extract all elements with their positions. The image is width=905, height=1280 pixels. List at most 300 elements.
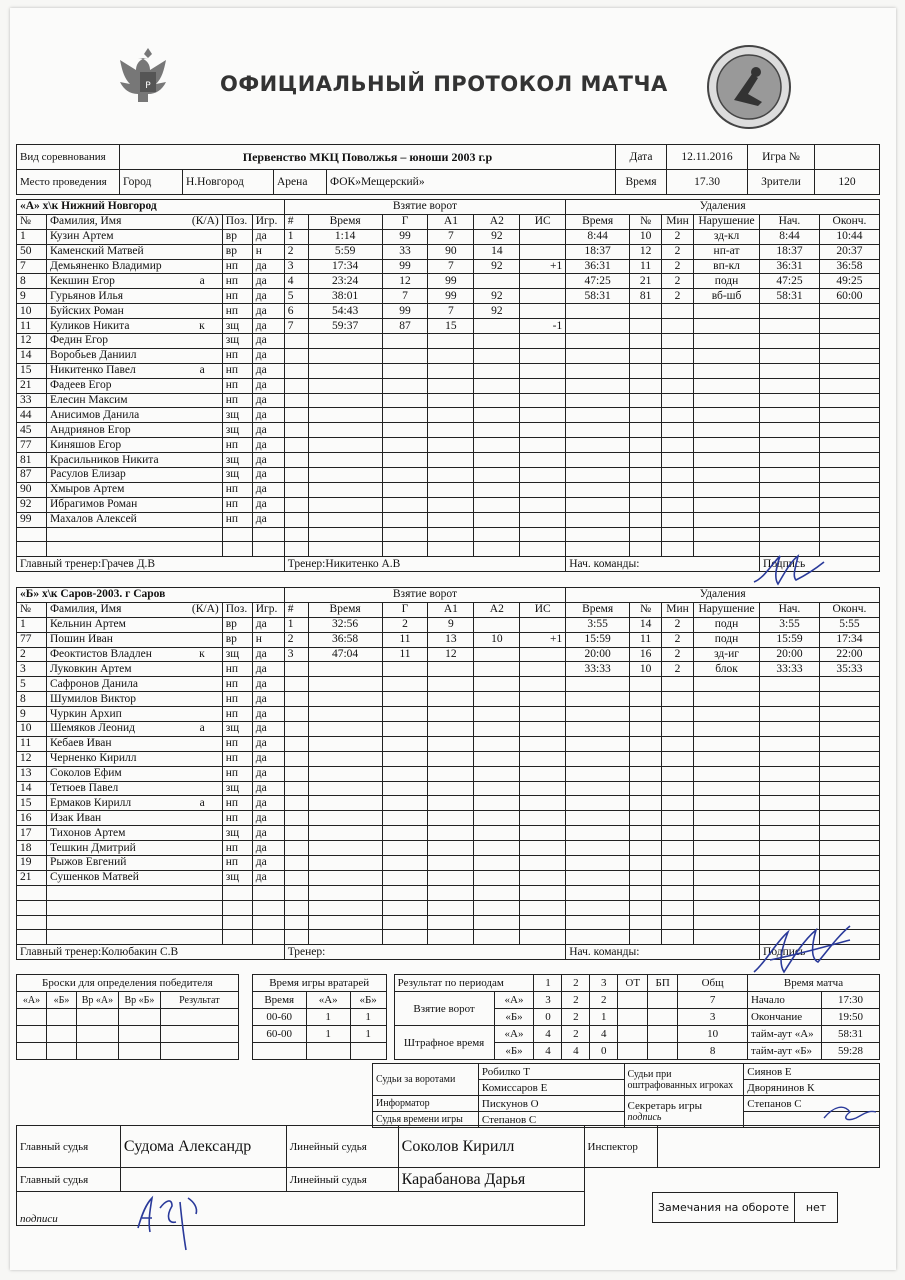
pen-start: 15:59 <box>760 632 820 647</box>
pen-end <box>819 900 879 915</box>
pen-time <box>566 542 630 557</box>
pen-min <box>662 542 694 557</box>
col-pen-no: № <box>630 602 662 617</box>
pen-min <box>662 811 694 826</box>
goal-time: 59:37 <box>308 319 382 334</box>
player-pos: нп <box>222 856 252 871</box>
pen-start <box>760 722 820 737</box>
pen-violation <box>694 900 760 915</box>
goal-time <box>308 856 382 871</box>
pen-violation <box>694 692 760 707</box>
pen-time <box>566 841 630 856</box>
pen-end: 60:00 <box>819 289 879 304</box>
pen-min <box>662 527 694 542</box>
goals-b-ot <box>618 1009 648 1026</box>
goal-time <box>308 811 382 826</box>
pen-end <box>819 722 879 737</box>
player-name: Красильников Никита <box>46 453 222 468</box>
team-a-row <box>17 304 880 319</box>
pen-player <box>630 319 662 334</box>
col-pen-time: Время <box>566 602 630 617</box>
pen-end <box>819 736 879 751</box>
player-played: да <box>252 512 284 527</box>
pen-violation: зд-иг <box>694 647 760 662</box>
player-name: Тетюев Павел <box>46 781 222 796</box>
pen-time <box>566 319 630 334</box>
linesman-1-label: Линейный судья <box>286 1126 398 1168</box>
goal-a2 <box>474 826 520 841</box>
pen-start <box>760 453 820 468</box>
goal-a2 <box>474 841 520 856</box>
goal-scorer: 7 <box>382 289 428 304</box>
goal-time <box>308 885 382 900</box>
team-b-coach: Тренер: <box>284 945 566 960</box>
goal-a2 <box>474 423 520 438</box>
pen-end <box>819 856 879 871</box>
goal-a2 <box>474 512 520 527</box>
player-name: Соколов Ефим <box>46 766 222 781</box>
col-played: Игр. <box>252 602 284 617</box>
player-pos: нп <box>222 348 252 363</box>
goal-time: 32:56 <box>308 617 382 632</box>
player-no: 11 <box>17 319 47 334</box>
goal-scorer <box>382 856 428 871</box>
goal-a1 <box>428 751 474 766</box>
goal-time <box>308 348 382 363</box>
col-played: Игр. <box>252 214 284 229</box>
start-value: 17:30 <box>821 992 879 1009</box>
team-b-row <box>17 796 880 811</box>
col-pen-end: Оконч. <box>819 214 879 229</box>
goal-time <box>308 453 382 468</box>
team-a-row <box>17 468 880 483</box>
goal-time: 38:01 <box>308 289 382 304</box>
goal-scorer <box>382 453 428 468</box>
goal-strength <box>520 393 566 408</box>
pen-violation <box>694 527 760 542</box>
goal-strength <box>520 423 566 438</box>
pen-violation <box>694 319 760 334</box>
player-played: да <box>252 662 284 677</box>
goal-a1 <box>428 885 474 900</box>
pen-time <box>566 692 630 707</box>
pen-end <box>819 378 879 393</box>
goal-a2 <box>474 870 520 885</box>
pim-a-bp <box>648 1026 678 1043</box>
player-played: да <box>252 259 284 274</box>
goal-a2 <box>474 677 520 692</box>
remarks-label: Замечания на обороте <box>653 1193 795 1223</box>
team-a-row <box>17 423 880 438</box>
goal-no <box>284 722 308 737</box>
gk-col-a: «А» <box>306 992 350 1009</box>
player-played: да <box>252 334 284 349</box>
pen-violation: подн <box>694 617 760 632</box>
timeout-b-value: 59:28 <box>821 1043 879 1060</box>
player-played: н <box>252 632 284 647</box>
goal-a1 <box>428 826 474 841</box>
goal-no <box>284 363 308 378</box>
goal-a1 <box>428 662 474 677</box>
player-pos <box>222 915 252 930</box>
team-b-table <box>16 587 880 960</box>
goal-time: 17:34 <box>308 259 382 274</box>
player-name: Расулов Елизар <box>46 468 222 483</box>
pen-end <box>819 781 879 796</box>
col-pen-no: № <box>630 214 662 229</box>
team-a-row <box>17 482 880 497</box>
player-no: 21 <box>17 378 47 393</box>
goal-scorer <box>382 482 428 497</box>
gk-col-time: Время <box>252 992 306 1009</box>
team-b-row <box>17 781 880 796</box>
player-name <box>46 915 222 930</box>
pen-end <box>819 692 879 707</box>
time-value: 17.30 <box>667 170 748 195</box>
player-no: 17 <box>17 826 47 841</box>
goal-judge-1: Робилко Т <box>478 1064 624 1080</box>
player-no: 1 <box>17 617 47 632</box>
player-played: да <box>252 647 284 662</box>
team-b-row <box>17 677 880 692</box>
pen-violation: вб-шб <box>694 289 760 304</box>
remarks-value: нет <box>795 1193 838 1223</box>
pen-violation <box>694 378 760 393</box>
pen-start: 3:55 <box>760 617 820 632</box>
goal-judge-2: Комиссаров Е <box>478 1080 624 1096</box>
pen-time: 33:33 <box>566 662 630 677</box>
player-no: 92 <box>17 497 47 512</box>
player-played <box>252 542 284 557</box>
gk-row-2-a: 1 <box>306 1026 350 1043</box>
player-no: 5 <box>17 677 47 692</box>
player-pos: нп <box>222 497 252 512</box>
pen-violation <box>694 796 760 811</box>
goal-strength <box>520 885 566 900</box>
signature-referee <box>128 1188 212 1254</box>
player-played: да <box>252 841 284 856</box>
player-no: 77 <box>17 438 47 453</box>
pen-start <box>760 766 820 781</box>
remarks-table <box>652 1192 838 1223</box>
pen-end <box>819 512 879 527</box>
goal-a2 <box>474 274 520 289</box>
pen-min: 2 <box>662 259 694 274</box>
goal-scorer <box>382 900 428 915</box>
pen-start <box>760 751 820 766</box>
pen-start <box>760 408 820 423</box>
goal-time <box>308 736 382 751</box>
player-pos: нп <box>222 393 252 408</box>
player-no: 19 <box>17 856 47 871</box>
goal-time <box>308 378 382 393</box>
goal-no <box>284 662 308 677</box>
player-pos: зщ <box>222 826 252 841</box>
pen-min <box>662 915 694 930</box>
team-a-row <box>17 348 880 363</box>
end-label: Окончание <box>747 1009 821 1026</box>
player-name: Федин Егор <box>46 334 222 349</box>
pim-b-ot <box>618 1043 648 1060</box>
time-label: Время <box>616 170 667 195</box>
player-no: 81 <box>17 453 47 468</box>
pen-violation <box>694 781 760 796</box>
goal-a2 <box>474 378 520 393</box>
goal-scorer <box>382 393 428 408</box>
team-a-row <box>17 512 880 527</box>
goal-time <box>308 841 382 856</box>
goal-a2 <box>474 781 520 796</box>
pen-player <box>630 468 662 483</box>
team-a-row <box>17 363 880 378</box>
goal-a1 <box>428 900 474 915</box>
pen-time: 15:59 <box>566 632 630 647</box>
signature-secretary <box>820 1100 880 1126</box>
player-no: 12 <box>17 334 47 349</box>
goal-scorer <box>382 885 428 900</box>
pen-violation: подн <box>694 632 760 647</box>
goal-scorer: 99 <box>382 229 428 244</box>
player-played: да <box>252 229 284 244</box>
secretary-value: Степанов С <box>744 1096 880 1112</box>
player-no: 15 <box>17 796 47 811</box>
player-pos: вр <box>222 244 252 259</box>
pen-min <box>662 900 694 915</box>
goals-team-b: «Б» <box>494 1009 534 1026</box>
player-pos: нп <box>222 482 252 497</box>
player-pos: зщ <box>222 408 252 423</box>
goal-time <box>308 393 382 408</box>
col-no: № <box>17 214 47 229</box>
goals-team-a: «А» <box>494 992 534 1009</box>
goal-strength <box>520 244 566 259</box>
pen-min <box>662 363 694 378</box>
col-goal-time: Время <box>308 214 382 229</box>
pen-min: 2 <box>662 662 694 677</box>
player-pos: нп <box>222 662 252 677</box>
player-name: Куликов Никита к <box>46 319 222 334</box>
goal-scorer <box>382 722 428 737</box>
goal-no: 3 <box>284 647 308 662</box>
pen-min <box>662 482 694 497</box>
goal-scorer <box>382 930 428 945</box>
goal-time <box>308 930 382 945</box>
player-played: да <box>252 453 284 468</box>
team-b-row <box>17 826 880 841</box>
pen-start <box>760 334 820 349</box>
goal-a1 <box>428 766 474 781</box>
player-no: 14 <box>17 348 47 363</box>
pen-start <box>760 856 820 871</box>
player-name: Ибрагимов Роман <box>46 497 222 512</box>
start-label: Начало <box>747 992 821 1009</box>
pen-min: 2 <box>662 647 694 662</box>
pen-start <box>760 677 820 692</box>
pen-player <box>630 826 662 841</box>
player-pos <box>222 930 252 945</box>
pen-player <box>630 736 662 751</box>
pen-start <box>760 348 820 363</box>
pen-violation <box>694 751 760 766</box>
pen-player <box>630 482 662 497</box>
team-a-row <box>17 393 880 408</box>
pen-player: 16 <box>630 647 662 662</box>
goal-time <box>308 722 382 737</box>
goal-no <box>284 811 308 826</box>
goal-strength <box>520 512 566 527</box>
pen-start <box>760 304 820 319</box>
player-played <box>252 527 284 542</box>
pen-player: 11 <box>630 632 662 647</box>
pen-violation: блок <box>694 662 760 677</box>
goal-a1 <box>428 393 474 408</box>
player-name: Кельнин Артем <box>46 617 222 632</box>
informer-value: Пискунов О <box>478 1096 624 1112</box>
goal-strength <box>520 482 566 497</box>
goal-a2 <box>474 885 520 900</box>
player-played: да <box>252 870 284 885</box>
team-a-coach: Тренер:Никитенко А.В <box>284 557 565 572</box>
pen-player <box>630 348 662 363</box>
pen-start <box>760 393 820 408</box>
goal-strength <box>520 811 566 826</box>
spectators-value: 120 <box>815 170 880 195</box>
player-no: 1 <box>17 229 47 244</box>
goal-no: 3 <box>284 259 308 274</box>
pen-time: 3:55 <box>566 617 630 632</box>
col-name: Фамилия, Имя (К/А) <box>46 214 222 229</box>
col-is: ИС <box>520 214 566 229</box>
col-g: Г <box>382 602 428 617</box>
goal-scorer <box>382 796 428 811</box>
pen-end: 20:37 <box>819 244 879 259</box>
pen-start <box>760 363 820 378</box>
goal-no <box>284 781 308 796</box>
goal-time: 1:14 <box>308 229 382 244</box>
pen-time <box>566 781 630 796</box>
player-played: да <box>252 497 284 512</box>
summary-table <box>16 974 880 1060</box>
arena-label: Арена <box>274 170 327 195</box>
goal-strength <box>520 468 566 483</box>
pim-team-b: «Б» <box>494 1043 534 1060</box>
pen-min <box>662 885 694 900</box>
goal-no: 1 <box>284 229 308 244</box>
col-pen-start: Нач. <box>760 214 820 229</box>
hockey-club-logo-icon <box>706 44 792 130</box>
goal-a2 <box>474 319 520 334</box>
pen-time <box>566 677 630 692</box>
pen-min <box>662 304 694 319</box>
goal-strength <box>520 781 566 796</box>
player-pos: нп <box>222 841 252 856</box>
pen-player <box>630 363 662 378</box>
pen-end <box>819 304 879 319</box>
goal-a1 <box>428 915 474 930</box>
goals-a-p2: 2 <box>562 992 590 1009</box>
goal-a2 <box>474 915 520 930</box>
pen-violation <box>694 841 760 856</box>
pen-end <box>819 334 879 349</box>
pen-player <box>630 393 662 408</box>
goal-time <box>308 363 382 378</box>
pen-start <box>760 811 820 826</box>
goal-scorer <box>382 736 428 751</box>
pim-a-p2: 2 <box>562 1026 590 1043</box>
pen-end <box>819 453 879 468</box>
goal-a1 <box>428 692 474 707</box>
team-a-row <box>17 497 880 512</box>
pen-violation <box>694 468 760 483</box>
player-name: Изак Иван <box>46 811 222 826</box>
pim-a-ot <box>618 1026 648 1043</box>
goal-scorer <box>382 348 428 363</box>
team-a-row <box>17 319 880 334</box>
goal-time: 5:59 <box>308 244 382 259</box>
pen-player <box>630 527 662 542</box>
goal-no <box>284 841 308 856</box>
pen-min: 2 <box>662 617 694 632</box>
player-no: 50 <box>17 244 47 259</box>
pim-b-total: 8 <box>678 1043 748 1060</box>
goal-time <box>308 662 382 677</box>
player-no <box>17 542 47 557</box>
pen-player <box>630 930 662 945</box>
goal-scorer <box>382 692 428 707</box>
pen-player: 11 <box>630 259 662 274</box>
pen-time <box>566 826 630 841</box>
pen-start <box>760 870 820 885</box>
col-pen-time: Время <box>566 214 630 229</box>
goal-scorer <box>382 662 428 677</box>
period-col-ot: ОТ <box>618 975 648 992</box>
pen-time <box>566 482 630 497</box>
team-a-row <box>17 244 880 259</box>
player-played: да <box>252 468 284 483</box>
goal-a2 <box>474 796 520 811</box>
goal-strength <box>520 826 566 841</box>
goals-a-bp <box>648 992 678 1009</box>
goal-a1 <box>428 781 474 796</box>
team-b-row <box>17 662 880 677</box>
pen-violation <box>694 811 760 826</box>
team-a-row <box>17 229 880 244</box>
player-pos: нп <box>222 736 252 751</box>
player-name: Воробьев Даниил <box>46 348 222 363</box>
goal-scorer <box>382 841 428 856</box>
goal-no <box>284 707 308 722</box>
goals-b-p3: 1 <box>590 1009 618 1026</box>
goal-a2 <box>474 617 520 632</box>
goal-time: 47:04 <box>308 647 382 662</box>
goal-time <box>308 900 382 915</box>
player-pos: нп <box>222 304 252 319</box>
pen-end <box>819 885 879 900</box>
goal-strength <box>520 930 566 945</box>
pen-violation <box>694 497 760 512</box>
team-a-row <box>17 408 880 423</box>
player-no: 8 <box>17 274 47 289</box>
pen-min <box>662 319 694 334</box>
linesman-2-value: Карабанова Дарья <box>398 1168 584 1192</box>
player-played <box>252 885 284 900</box>
goal-scorer <box>382 468 428 483</box>
player-played: да <box>252 363 284 378</box>
goal-judges-label: Судьи за воротами <box>373 1064 479 1096</box>
pen-end: 22:00 <box>819 647 879 662</box>
col-is: ИС <box>520 602 566 617</box>
pen-time <box>566 408 630 423</box>
